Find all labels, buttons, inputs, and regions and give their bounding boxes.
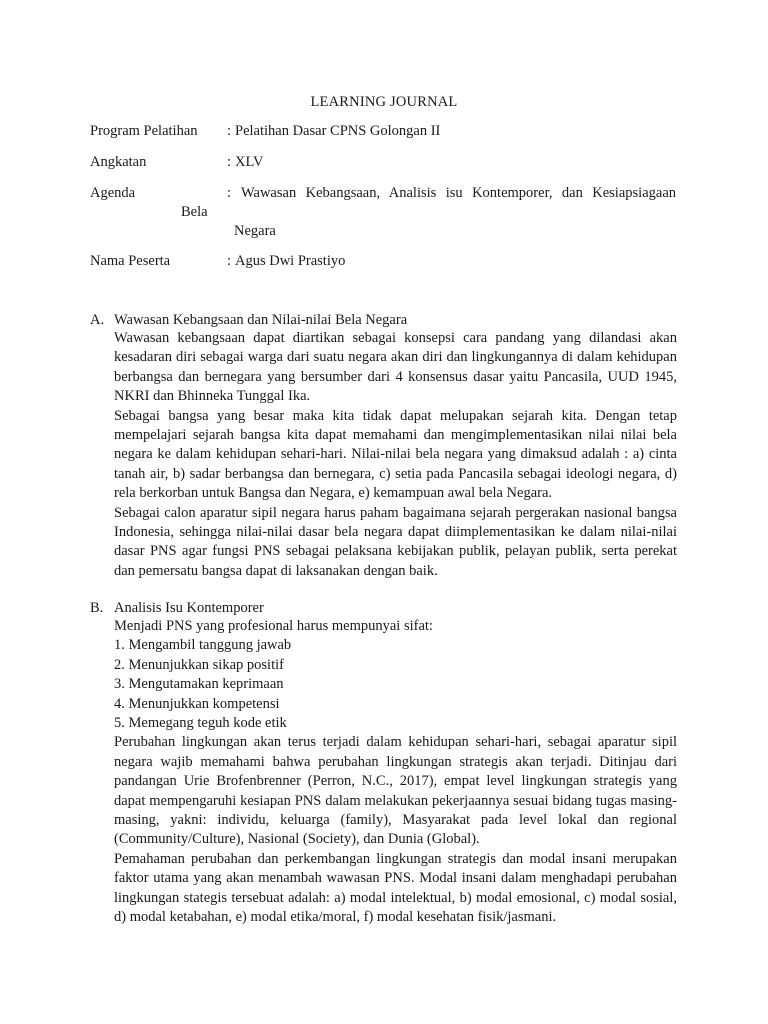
meta-program-sep: : (227, 123, 232, 139)
meta-peserta-label: Nama Peserta (90, 253, 171, 269)
meta-program-value: Pelatihan Dasar CPNS Golongan II (235, 123, 441, 139)
section-a-letter: A. (90, 312, 105, 328)
section-b-letter: B. (90, 600, 104, 616)
meta-peserta-sep: : (227, 253, 232, 269)
meta-peserta-value: Agus Dwi Prastiyo (235, 253, 346, 269)
document-title: LEARNING JOURNAL (310, 94, 458, 110)
meta-agenda-sep: : (227, 185, 232, 201)
section-a-paragraph: Wawasan kebangsaan dapat diartikan sebagai konsepsi cara pandang yang dilandasi akan kesadaran diri sebagai warga dari suatu negara akan diri dan lingkungannya di dalam kehidupan berbangsa dan bernegara yang bersumber dari 4 konsensus dasar yaitu Pancasila, UUD 1945, NKRI dan Bhinneka Tunggal Ika. (114, 330, 677, 405)
list-item: 1. Mengambil tanggung jawab (114, 637, 292, 654)
meta-agenda-value-line2: Bela (181, 204, 208, 220)
meta-agenda-label: Agenda (90, 185, 136, 201)
section-b-intro: Menjadi PNS yang profesional harus mempunyai sifat: (114, 618, 433, 634)
section-a-body (114, 329, 677, 581)
section-b-title: Analisis Isu Kontemporer (114, 600, 264, 616)
section-b-heading (90, 598, 264, 618)
meta-angkatan-label: Angkatan (90, 154, 147, 170)
list-item: 2. Menunjukkan sikap positif (114, 656, 284, 673)
section-a-heading (90, 310, 407, 330)
meta-program-label: Program Pelatihan (90, 123, 198, 139)
meta-agenda-value-line1: Wawasan Kebangsaan, Analisis isu Kontemporer, dan Kesiapsiagaan (241, 185, 676, 201)
section-a-title: Wawasan Kebangsaan dan Nilai-nilai Bela Negara (114, 312, 408, 328)
list-item: 3. Mengutamakan keprimaan (114, 676, 284, 693)
list-item: 5. Memegang teguh kode etik (114, 715, 287, 732)
section-b-paragraph: Perubahan lingkungan akan terus terjadi dalam kehidupan sehari-hari, sebagai aparatur sipil negara wajib memahami bahwa perubahan lingkungan strategis akan terjadi. Ditinjau dari pandangan Urie Brofenbrenner (Perron, N.C., 2017), empat level lingkungan strategis yang dapat mempengaruhi kesiapan PNS dalam melakukan pekerjaannya sesuai bidang tugas masing-masing, yakni: individu, keluarga (family), Masyarakat pada level lokal dan regional (Community/Culture), Nasional (Society), dan Dunia (Global). (114, 734, 677, 848)
meta-agenda-value-line3: Negara (234, 223, 276, 239)
meta-angkatan-value: XLV (235, 154, 264, 170)
section-b-paragraph: Pemahaman perubahan dan perkembangan lingkungan strategis dan modal insani merupakan faktor utama yang akan menambah wawasan PNS. Modal insani dalam menghadapi perubahan lingkungan stategis tersebuat adalah: a) modal intelektual, b) modal emosional, c) modal sosial, d) modal ketabahan, e) modal etika/moral, f) modal kesehatan fisik/jasmani. (114, 850, 677, 926)
section-b-body (114, 617, 677, 928)
section-a-paragraph: Sebagai bangsa yang besar maka kita tidak dapat melupakan sejarah kita. Dengan tetap mempelajari sejarah bangsa kita dapat memahami dan mengimplementasikan nilai nilai bela negara ke dalam kehidupan sehari-hari. Nilai-nilai bela negara yang dimaksud adalah : a) cinta tanah air, b) sadar berbangsa dan bernegara, c) setia pada Pancasila sebagai ideologi negara, d) rela berkorban untuk Bangsa dan Negara, e) kemampuan awal bela Negara. (114, 407, 677, 502)
meta-angkatan-sep: : (227, 154, 232, 170)
list-item: 4. Menunjukkan kompetensi (114, 695, 280, 712)
section-a-paragraph: Sebagai calon aparatur sipil negara harus paham bagaimana sejarah pergerakan nasional bangsa Indonesia, sehingga nilai-nilai dasar bela negara dapat diimplementasikan ke dalam nilai-nilai dasar PNS agar fungsi PNS sebagai pelaksana kebijakan publik, pelayan publik, serta perekat dan pemersatu bangsa dapat di laksanakan dengan baik. (114, 504, 677, 579)
